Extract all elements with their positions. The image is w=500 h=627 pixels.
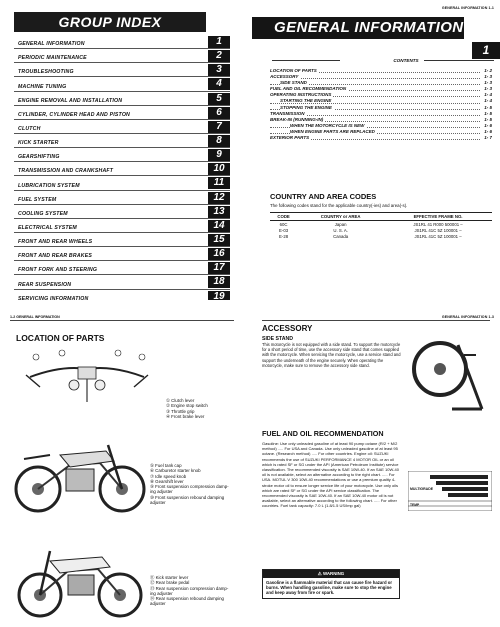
general-information-page [252, 0, 500, 300]
table-cell: JS1RL 41C 5Z 100001 – [414, 233, 462, 239]
group-index-item[interactable] [14, 134, 230, 148]
callout-item: ing adjuster [150, 489, 173, 495]
callout-item: ⑭ Rear suspension rebound damping [150, 596, 224, 602]
table-cell: E-03 [279, 227, 289, 233]
toc-entry[interactable] [270, 135, 492, 141]
group-index-item-label: REAR SUSPENSION [18, 281, 72, 288]
callout-item: ⑨ Front suspension compression damp- [150, 484, 229, 490]
callout-item: adjuster [150, 500, 166, 506]
table-of-contents [270, 68, 492, 141]
group-index-item[interactable] [14, 176, 230, 190]
toc-entry-label: LOCATION OF PARTS [270, 68, 317, 73]
warning-box [262, 569, 400, 599]
group-index-item[interactable] [14, 35, 230, 49]
toc-entry-label: WHEN ENGINE PARTS ARE REPLACED [290, 128, 375, 134]
toc-entry-page: 1- 3 [484, 86, 492, 92]
group-index-item[interactable] [14, 148, 230, 162]
group-index-item-number: 2 [208, 50, 230, 62]
warning-header: ⚠ WARNING [263, 570, 399, 578]
table-header-cell: CODE [270, 213, 297, 221]
group-index-item-label: FRONT AND REAR BRAKES [18, 253, 93, 260]
group-index-item-number: 17 [208, 262, 230, 274]
fuel-oil-title: FUEL AND OIL RECOMMENDATION [262, 429, 384, 438]
country-codes-description: The following codes stand for the applicable country(-ies) and area(-s). [270, 203, 408, 208]
group-index-item-number: 9 [208, 149, 230, 161]
group-index-item-number: 12 [208, 192, 230, 204]
toc-entry-page: 1- 4 [484, 98, 492, 104]
toc-entry-page: 1- 3 [484, 74, 492, 80]
group-index-title: GROUP INDEX [14, 12, 206, 32]
toc-entry-label: STARTING THE ENGINE [280, 98, 332, 104]
callout-item: adjuster [150, 601, 166, 607]
group-index-item-number: 18 [208, 276, 230, 288]
group-index-item-label: MACHINE TUNING [18, 83, 67, 90]
group-index-item-number: 14 [208, 220, 230, 232]
group-index-item-label: ELECTRICAL SYSTEM [18, 224, 77, 231]
group-index-item[interactable] [14, 63, 230, 77]
table-header-cell: COUNTRY or AREA [297, 213, 384, 221]
callout-item: ⑬ Rear suspension compression damp- [150, 585, 229, 591]
table-cell: JS1RL 41 R000 500001 – [413, 221, 463, 227]
callout-item: ⑤ Fuel tank cap [150, 463, 182, 468]
group-index-item-number: 6 [208, 107, 230, 119]
group-index-item[interactable] [14, 233, 230, 247]
callout-item: ② Engine stop switch [166, 403, 208, 409]
callout-item: ⑥ Carburetor starter knob [150, 468, 201, 474]
callout-list-handlebar [166, 398, 208, 419]
callout-item: ⑦ Idle speed knob [150, 473, 187, 479]
table-row [270, 233, 492, 239]
group-index-item-label: CYLINDER, CYLINDER HEAD AND PISTON [18, 111, 130, 118]
accessory-page [252, 309, 500, 627]
toc-entry-page: 1- 2 [484, 68, 492, 73]
group-index-item-label: SERVICING INFORMATION [18, 295, 89, 300]
header-rule [10, 320, 234, 321]
page-header: GENERAL INFORMATION 1-1 [441, 6, 494, 10]
group-index-item[interactable] [14, 162, 230, 176]
section-title: GENERAL INFORMATION [252, 17, 464, 39]
group-index-item[interactable] [14, 261, 230, 275]
toc-entry-label: OPERATING INSTRUCTIONS [270, 92, 332, 98]
callout-item: ③ Throttle grip [166, 408, 195, 414]
group-index-item[interactable] [14, 49, 230, 63]
group-index-item-number: 8 [208, 135, 230, 147]
group-index-item-label: PERIODIC MAINTENANCE [18, 55, 87, 62]
group-index-item[interactable] [14, 290, 230, 300]
group-index-item[interactable] [14, 191, 230, 205]
warning-text: Gasoline is a flammable material that can cause fire hazard or burns. When handling gasoline, make sure to stop the engine and keep away from fire or spark. [266, 580, 393, 596]
toc-entry-page: 1- 6 [484, 122, 492, 128]
contents-title: CONTENTS [393, 58, 419, 63]
fuel-oil-text: Gasoline: Use only unleaded gasoline of at least 90 pump octane (R/2 + M/2 method) ..... For USA and Canada. Use only unleaded gasoline of at least 95 octane. (Research method) ..... For other countries. Engine oil: SUZUKI recommends the use of SUZUKI PERFORMANCE 4 MOTOR OIL or an oil which is rated SF or SG under the API (American Petroleum Institute) service classification. The recommended viscosity is SAE 10W-40. If an SAE 10W-40 oil is not available, select an alternative according to the right chart. ..... For USA. MOTUL V 300 10W-40 recommendations or use a premium quality 4-stroke motor oil to ensure longer service life of your motorcycle. Use only oils which are rated SF or SG under the API service classification. The recommended viscosity is SAE 10W-40. If an SAE 10W-40 motor oil is not available, select an alternative according to the following chart. ..... For other countries. Fuel tank capacity: 7.0 L (1.8/1.5 US/Imp gal) [262, 441, 399, 509]
callout-item: ⑧ Gearshift lever [150, 478, 184, 484]
callout-list-left-side [150, 463, 229, 505]
group-index-item[interactable] [14, 205, 230, 219]
country-codes-table [270, 212, 492, 239]
toc-entry-page: 1- 5 [484, 104, 492, 110]
group-index-item-label: FRONT FORK AND STEERING [18, 267, 98, 274]
country-codes-title: COUNTRY AND AREA CODES [270, 192, 377, 201]
callout-item: ① Clutch lever [166, 398, 195, 403]
toc-entry-label: EXTERIOR PARTS [270, 135, 310, 141]
toc-entry-page: 1- 7 [484, 135, 492, 141]
toc-entry-page: 1- 3 [484, 80, 492, 86]
motorcycle-left-illustration [10, 425, 150, 515]
group-index-item[interactable] [14, 247, 230, 261]
group-index-item[interactable] [14, 120, 230, 134]
location-title: LOCATION OF PARTS [16, 333, 105, 343]
table-cell: E-28 [279, 233, 289, 239]
group-index-item-number: 19 [208, 291, 230, 300]
group-index-item[interactable] [14, 219, 230, 233]
group-index-list [14, 35, 230, 300]
section-tab: 1 [472, 42, 500, 59]
group-index-item-label: FRONT AND REAR WHEELS [18, 239, 93, 246]
callout-item: ④ Front brake lever [166, 413, 205, 419]
side-stand-illustration [412, 335, 492, 413]
toc-entry-label: STOPPING THE ENGINE [280, 104, 332, 110]
page-header: GENERAL INFORMATION 1-3 [441, 315, 494, 319]
toc-entry-page: 1- 5 [484, 110, 492, 116]
group-index-item-number: 15 [208, 234, 230, 246]
toc-entry-label: FUEL AND OIL RECOMMENDATION [270, 86, 347, 92]
toc-entry-label: ACCESSORY [270, 74, 299, 80]
group-index-item-label: FUEL SYSTEM [18, 196, 57, 203]
group-index-item-label: TRANSMISSION AND CRANKSHAFT [18, 168, 114, 175]
group-index-item[interactable] [14, 275, 230, 289]
group-index-item-label: KICK STARTER [18, 140, 59, 147]
page-header: 1-2 GENERAL INFORMATION [10, 315, 60, 319]
table-cell: Canada [333, 233, 349, 239]
motorcycle-right-illustration [10, 533, 150, 619]
group-index-item-label: GEARSHIFTING [18, 154, 60, 161]
group-index-item-label: ENGINE REMOVAL AND INSTALLATION [18, 97, 123, 104]
group-index-item-number: 11 [208, 177, 230, 189]
callout-item: ⑪ Kick starter lever [150, 575, 189, 580]
group-index-item[interactable] [14, 106, 230, 120]
table-cell: 60C [279, 221, 288, 227]
group-index-item-number: 7 [208, 121, 230, 133]
toc-entry-page: 1- 6 [484, 128, 492, 134]
group-index-page [0, 0, 244, 300]
group-index-item[interactable] [14, 92, 230, 106]
group-index-item-label: GENERAL INFORMATION [18, 41, 85, 48]
chart-temp-label: TEMP [410, 503, 420, 507]
toc-entry-label: SIDE STAND [280, 80, 307, 86]
toc-entry-page: 1- 5 [484, 116, 492, 122]
group-index-item-number: 16 [208, 248, 230, 260]
group-index-item-number: 4 [208, 78, 230, 90]
callout-item: ⑩ Front suspension rebound damping [150, 494, 225, 500]
group-index-item-number: 1 [208, 36, 230, 48]
header-rule [262, 320, 490, 321]
group-index-item-number: 5 [208, 93, 230, 105]
group-index-item-label: LUBRICATION SYSTEM [18, 182, 80, 189]
accessory-title: ACCESSORY [262, 324, 313, 333]
callout-item: ⑫ Rear brake pedal [150, 580, 190, 586]
location-of-parts-page [0, 309, 244, 627]
toc-entry-label: BREAK-IN (RUNNING-IN) [270, 116, 324, 122]
group-index-item-number: 10 [208, 163, 230, 175]
viscosity-chart [408, 471, 492, 511]
group-index-item[interactable] [14, 77, 230, 91]
group-index-item-number: 3 [208, 64, 230, 76]
chart-label: MULTIGRADE [410, 487, 434, 491]
callout-list-right-side [150, 575, 228, 607]
side-stand-subtitle: SIDE STAND [262, 336, 294, 342]
table-cell: Japan [334, 221, 347, 227]
table-header-cell: EFFECTIVE FRAME NO. [384, 213, 492, 221]
toc-entry-label: WHEN THE MOTORCYCLE IS NEW [290, 122, 365, 128]
toc-entry-page: 1- 4 [484, 92, 492, 98]
group-index-item-label: TROUBLESHOOTING [18, 69, 74, 76]
side-stand-text: This motorcycle is not equipped with a side stand. To support the motorcycle for a short period of time, use the accessory side stand that comes supplied with the motorcycle. When servicing the motorcycle, use a service stand and support the underneath of the engine securely. When operating the motorcycle, make sure to remove the accessory side stand. [262, 342, 401, 368]
table-cell: U. S. A. [333, 227, 348, 233]
group-index-item-label: COOLING SYSTEM [18, 210, 68, 217]
callout-item: ing adjuster [150, 590, 173, 596]
group-index-item-label: CLUTCH [18, 125, 41, 132]
handlebar-illustration [22, 347, 152, 407]
toc-entry-label: TRANSMISSION [270, 110, 305, 116]
table-cell: JS1RL 41C 5Z 100001 – [414, 227, 462, 233]
group-index-item-number: 13 [208, 206, 230, 218]
